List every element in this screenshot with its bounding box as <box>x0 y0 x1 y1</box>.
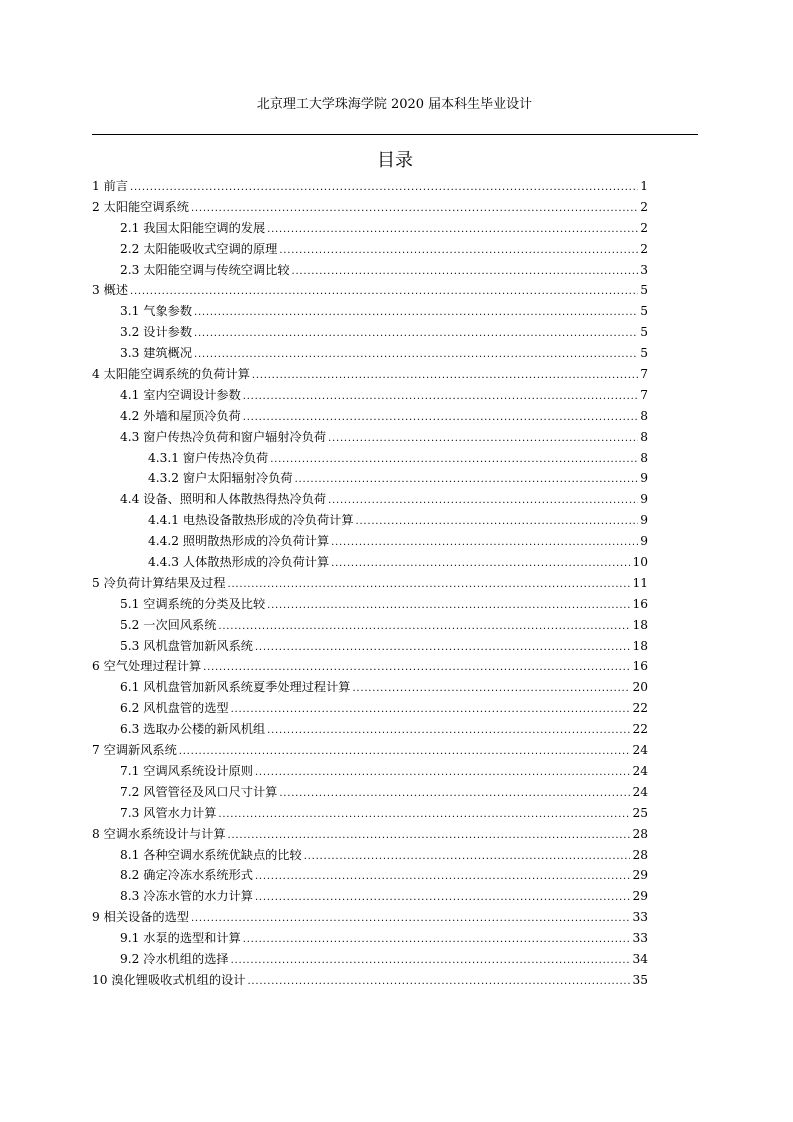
toc-entry-label: 10 溴化锂吸收式机组的设计 <box>92 972 246 987</box>
toc-entry-page: 29 <box>632 868 648 883</box>
toc-entry[interactable] <box>92 720 648 741</box>
toc-entry-label: 9 相关设备的选型 <box>92 910 189 925</box>
toc-entry-label: 6.1 风机盘管加新风系统夏季处理过程计算 <box>120 680 351 695</box>
toc-leader-dots <box>328 495 638 506</box>
toc-leader-dots <box>191 913 631 924</box>
toc-entry-page: 18 <box>632 638 648 653</box>
toc-leader-dots <box>218 621 630 632</box>
toc-entry-label: 4.1 室内空调设计参数 <box>120 387 241 402</box>
page-header: 北京理工大学珠海学院 2020 届本科生毕业设计 <box>256 97 533 112</box>
toc-entry-page: 7 <box>640 367 648 382</box>
toc-entry[interactable] <box>92 574 648 595</box>
toc-entry-page: 9 <box>640 471 648 486</box>
toc-leader-dots <box>179 746 631 757</box>
toc-entry-label: 8.1 各种空调水系统优缺点的比较 <box>120 847 302 862</box>
toc-leader-dots <box>194 349 638 360</box>
toc-entry-label: 1 前言 <box>92 179 129 193</box>
toc-entry[interactable] <box>92 386 648 407</box>
toc-entry-label: 6 空气处理过程计算 <box>92 659 202 674</box>
toc-leader-dots <box>231 704 631 715</box>
toc-entry[interactable] <box>92 219 648 240</box>
toc-title: 目录 <box>377 150 413 171</box>
toc-entry-page: 10 <box>632 555 648 570</box>
toc-leader-dots <box>352 683 630 694</box>
toc-leader-dots <box>255 892 631 903</box>
toc-entry-page: 11 <box>632 575 648 590</box>
toc-leader-dots <box>295 474 638 485</box>
toc-leader-dots <box>243 934 631 945</box>
toc-entry-page: 7 <box>640 387 648 402</box>
toc-entry[interactable] <box>92 657 648 678</box>
toc-entry-page: 9 <box>640 513 648 528</box>
toc-entry[interactable] <box>92 616 648 637</box>
toc-entry-label: 8 空调水系统设计与计算 <box>92 826 226 841</box>
toc-leader-dots <box>292 266 638 277</box>
toc-entry-page: 5 <box>640 283 648 298</box>
toc-entry[interactable] <box>92 428 648 449</box>
toc-leader-dots <box>243 391 638 402</box>
toc-entry-label: 7.2 风管管径及风口尺寸计算 <box>120 784 278 799</box>
toc-entry[interactable] <box>92 929 648 950</box>
toc-entry-label: 5.1 空调系统的分类及比较 <box>120 596 266 611</box>
toc-entry-label: 4.4.2 照明散热形成的冷负荷计算 <box>148 534 330 549</box>
table-of-contents <box>92 177 648 992</box>
toc-entry[interactable] <box>92 637 648 658</box>
toc-entry[interactable] <box>92 302 648 323</box>
toc-leader-dots <box>331 537 638 548</box>
toc-entry-label: 3.3 建筑概况 <box>120 346 193 361</box>
toc-entry-page: 2 <box>640 241 648 256</box>
toc-leader-dots <box>243 412 638 423</box>
toc-leader-dots <box>356 516 638 527</box>
toc-leader-dots <box>328 433 638 444</box>
toc-entry[interactable] <box>92 783 648 804</box>
toc-entry[interactable] <box>92 365 648 386</box>
toc-entry[interactable] <box>92 240 648 261</box>
toc-leader-dots <box>130 182 638 193</box>
toc-entry-label: 9.2 冷水机组的选择 <box>120 951 229 966</box>
toc-entry-page: 16 <box>632 596 648 611</box>
toc-entry[interactable] <box>92 261 648 282</box>
toc-entry-label: 6.3 选取办公楼的新风机组 <box>120 722 266 737</box>
toc-entry-label: 3.1 气象参数 <box>120 304 193 319</box>
toc-entry-page: 5 <box>640 346 648 361</box>
toc-leader-dots <box>255 767 631 778</box>
toc-leader-dots <box>255 642 631 653</box>
toc-entry-label: 2 太阳能空调系统 <box>92 199 189 214</box>
toc-entry[interactable] <box>92 198 648 219</box>
toc-leader-dots <box>304 851 631 862</box>
toc-entry-page: 29 <box>632 889 648 904</box>
toc-entry-label: 8.3 冷冻水管的水力计算 <box>120 889 253 904</box>
toc-leader-dots <box>228 579 631 590</box>
toc-leader-dots <box>279 245 638 256</box>
toc-entry-label: 5 冷负荷计算结果及过程 <box>92 575 226 590</box>
toc-entry[interactable] <box>92 323 648 344</box>
toc-entry-label: 6.2 风机盘管的选型 <box>120 701 229 716</box>
toc-entry-page: 25 <box>632 805 648 820</box>
toc-leader-dots <box>279 788 630 799</box>
toc-leader-dots <box>203 662 630 673</box>
toc-entry-page: 28 <box>632 826 648 841</box>
toc-entry[interactable] <box>92 950 648 971</box>
toc-leader-dots <box>228 830 631 841</box>
toc-entry-page: 5 <box>640 304 648 319</box>
toc-entry[interactable] <box>92 678 648 699</box>
toc-entry[interactable] <box>92 887 648 908</box>
toc-leader-dots <box>331 558 630 569</box>
toc-entry-page: 33 <box>632 910 648 925</box>
toc-entry[interactable] <box>92 469 648 490</box>
toc-entry-page: 8 <box>640 408 648 423</box>
toc-entry[interactable] <box>92 511 648 532</box>
toc-entry[interactable] <box>92 908 648 929</box>
toc-entry-label: 4 太阳能空调系统的负荷计算 <box>92 367 250 382</box>
toc-entry-page: 1 <box>640 179 648 193</box>
toc-entry-label: 4.3.1 窗户传热冷负荷 <box>148 450 269 465</box>
toc-entry-label: 4.4.1 电热设备散热形成的冷负荷计算 <box>148 513 354 528</box>
toc-entry[interactable] <box>92 553 648 574</box>
toc-entry-label: 5.3 风机盘管加新风系统 <box>120 638 253 653</box>
toc-entry[interactable] <box>92 825 648 846</box>
toc-entry-label: 7.3 风管水力计算 <box>120 805 217 820</box>
toc-leader-dots <box>194 328 638 339</box>
toc-entry-page: 8 <box>640 429 648 444</box>
toc-entry-page: 2 <box>640 220 648 235</box>
toc-entry[interactable] <box>92 344 648 365</box>
toc-entry-label: 2.1 我国太阳能空调的发展 <box>120 220 266 235</box>
toc-entry-page: 9 <box>640 534 648 549</box>
toc-entry-page: 35 <box>632 972 648 987</box>
toc-entry[interactable] <box>92 699 648 720</box>
toc-leader-dots <box>267 600 630 611</box>
toc-entry[interactable] <box>92 866 648 887</box>
toc-entry-page: 18 <box>632 617 648 632</box>
toc-entry-label: 2.3 太阳能空调与传统空调比较 <box>120 262 290 277</box>
toc-entry[interactable] <box>92 177 648 198</box>
toc-entry-page: 33 <box>632 931 648 946</box>
toc-entry[interactable] <box>92 532 648 553</box>
toc-entry-label: 4.3.2 窗户太阳辐射冷负荷 <box>148 471 293 486</box>
toc-entry-label: 4.4 设备、照明和人体散热得热冷负荷 <box>120 492 327 507</box>
toc-entry-label: 4.4.3 人体散热形成的冷负荷计算 <box>148 555 330 570</box>
toc-entry-page: 8 <box>640 450 648 465</box>
toc-entry-page: 34 <box>632 951 648 966</box>
toc-leader-dots <box>252 370 638 381</box>
toc-entry[interactable] <box>92 741 648 762</box>
header-rule <box>92 134 698 135</box>
toc-entry-label: 5.2 一次回风系统 <box>120 617 217 632</box>
toc-entry-label: 7.1 空调风系统设计原则 <box>120 763 253 778</box>
toc-leader-dots <box>247 976 630 987</box>
toc-entry-page: 22 <box>632 722 648 737</box>
toc-leader-dots <box>267 224 638 235</box>
toc-entry[interactable] <box>92 595 648 616</box>
toc-entry-page: 2 <box>640 199 648 214</box>
toc-entry-page: 22 <box>632 701 648 716</box>
toc-entry-label: 4.3 窗户传热冷负荷和窗户辐射冷负荷 <box>120 429 327 444</box>
toc-entry[interactable] <box>92 804 648 825</box>
toc-leader-dots <box>270 454 638 465</box>
toc-entry-page: 5 <box>640 325 648 340</box>
toc-leader-dots <box>130 286 638 297</box>
toc-entry-label: 4.2 外墙和屋顶冷负荷 <box>120 408 241 423</box>
toc-leader-dots <box>194 307 638 318</box>
toc-entry-page: 24 <box>632 743 648 758</box>
toc-entry-page: 16 <box>632 659 648 674</box>
toc-entry[interactable] <box>92 449 648 470</box>
toc-entry-label: 2.2 太阳能吸收式空调的原理 <box>120 241 278 256</box>
toc-entry[interactable] <box>92 490 648 511</box>
toc-leader-dots <box>191 203 638 214</box>
toc-entry-page: 24 <box>632 784 648 799</box>
toc-entry-label: 3.2 设计参数 <box>120 325 193 340</box>
toc-entry-page: 9 <box>640 492 648 507</box>
toc-entry-page: 20 <box>632 680 648 695</box>
toc-leader-dots <box>255 871 631 882</box>
toc-entry-label: 7 空调新风系统 <box>92 743 177 758</box>
toc-entry[interactable] <box>92 846 648 867</box>
toc-leader-dots <box>231 955 631 966</box>
toc-entry[interactable] <box>92 281 648 302</box>
toc-entry-label: 3 概述 <box>92 283 129 298</box>
toc-entry-page: 28 <box>632 847 648 862</box>
toc-entry-label: 8.2 确定冷冻水系统形式 <box>120 868 253 883</box>
toc-entry[interactable] <box>92 407 648 428</box>
toc-entry-label: 9.1 水泵的选型和计算 <box>120 931 241 946</box>
toc-entry[interactable] <box>92 762 648 783</box>
toc-leader-dots <box>267 725 630 736</box>
toc-entry-page: 3 <box>640 262 648 277</box>
toc-entry-page: 24 <box>632 763 648 778</box>
toc-entry[interactable] <box>92 971 648 992</box>
toc-leader-dots <box>218 809 630 820</box>
